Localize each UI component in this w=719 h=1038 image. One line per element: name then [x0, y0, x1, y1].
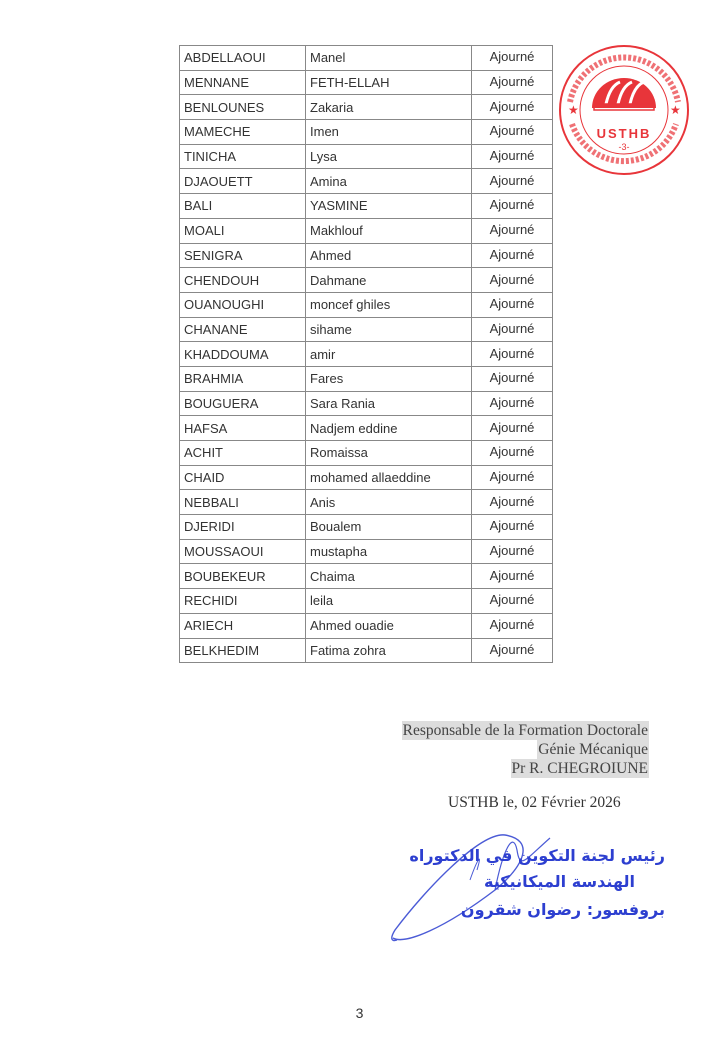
- decision-cell: Ajourné: [472, 169, 553, 194]
- decision-cell: Ajourné: [472, 589, 553, 614]
- svg-text:★: ★: [670, 103, 681, 117]
- first-name-cell: Anis: [306, 490, 472, 515]
- last-name-cell: CHENDOUH: [180, 268, 306, 293]
- first-name-cell: mohamed allaeddine: [306, 465, 472, 490]
- last-name-cell: RECHIDI: [180, 589, 306, 614]
- last-name-cell: MAMECHE: [180, 120, 306, 145]
- decision-cell: Ajourné: [472, 613, 553, 638]
- decision-cell: Ajourné: [472, 46, 553, 71]
- decision-cell: Ajourné: [472, 268, 553, 293]
- decision-cell: Ajourné: [472, 120, 553, 145]
- table-row: [180, 490, 553, 515]
- last-name-cell: SENIGRA: [180, 243, 306, 268]
- table-row: [180, 70, 553, 95]
- table-row: [180, 144, 553, 169]
- table-row: [180, 169, 553, 194]
- first-name-cell: Zakaria: [306, 95, 472, 120]
- decision-cell: Ajourné: [472, 490, 553, 515]
- table-row: [180, 342, 553, 367]
- last-name-cell: BRAHMIA: [180, 366, 306, 391]
- decision-cell: Ajourné: [472, 218, 553, 243]
- decision-cell: Ajourné: [472, 416, 553, 441]
- last-name-cell: BOUBEKEUR: [180, 564, 306, 589]
- last-name-cell: BALI: [180, 194, 306, 219]
- first-name-cell: Ahmed ouadie: [306, 613, 472, 638]
- decision-cell: Ajourné: [472, 638, 553, 663]
- table-row: [180, 539, 553, 564]
- university-stamp: [556, 42, 692, 178]
- first-name-cell: moncef ghiles: [306, 292, 472, 317]
- signatory-name: Pr R. CHEGROIUNE: [511, 760, 648, 777]
- svg-text:USTHB: USTHB: [596, 126, 652, 141]
- table-row: [180, 268, 553, 293]
- svg-text:-3-: -3-: [618, 142, 630, 152]
- document-date: USTHB le, 02 Février 2026: [448, 794, 621, 811]
- decision-cell: Ajourné: [472, 539, 553, 564]
- table-row: [180, 416, 553, 441]
- table-row: [180, 317, 553, 342]
- first-name-cell: Makhlouf: [306, 218, 472, 243]
- last-name-cell: BELKHEDIM: [180, 638, 306, 663]
- decision-cell: Ajourné: [472, 441, 553, 466]
- last-name-cell: ACHIT: [180, 441, 306, 466]
- last-name-cell: NEBBALI: [180, 490, 306, 515]
- table-row: [180, 465, 553, 490]
- first-name-cell: Manel: [306, 46, 472, 71]
- last-name-cell: DJAOUETT: [180, 169, 306, 194]
- first-name-cell: Chaima: [306, 564, 472, 589]
- last-name-cell: ARIECH: [180, 613, 306, 638]
- table-row: [180, 441, 553, 466]
- first-name-cell: Amina: [306, 169, 472, 194]
- last-name-cell: DJERIDI: [180, 515, 306, 540]
- last-name-cell: ABDELLAOUI: [180, 46, 306, 71]
- decision-cell: Ajourné: [472, 317, 553, 342]
- first-name-cell: Sara Rania: [306, 391, 472, 416]
- last-name-cell: CHAID: [180, 465, 306, 490]
- last-name-cell: TINICHA: [180, 144, 306, 169]
- signatory-title: Responsable de la Formation Doctorale: [402, 722, 648, 739]
- decision-cell: Ajourné: [472, 342, 553, 367]
- first-name-cell: leila: [306, 589, 472, 614]
- table-row: [180, 613, 553, 638]
- arabic-title: رئيس لجنة التكوين في الدكتوراه: [409, 846, 665, 865]
- results-table: [179, 45, 553, 663]
- signatory-department: Génie Mécanique: [538, 741, 648, 758]
- first-name-cell: FETH-ELLAH: [306, 70, 472, 95]
- last-name-cell: MOUSSAOUI: [180, 539, 306, 564]
- decision-cell: Ajourné: [472, 243, 553, 268]
- first-name-cell: Fares: [306, 366, 472, 391]
- last-name-cell: KHADDOUMA: [180, 342, 306, 367]
- last-name-cell: MOALI: [180, 218, 306, 243]
- table-row: [180, 243, 553, 268]
- decision-cell: Ajourné: [472, 515, 553, 540]
- signature-stamp: [385, 820, 685, 950]
- decision-cell: Ajourné: [472, 564, 553, 589]
- decision-cell: Ajourné: [472, 70, 553, 95]
- last-name-cell: BOUGUERA: [180, 391, 306, 416]
- first-name-cell: mustapha: [306, 539, 472, 564]
- page-number: 3: [355, 1005, 364, 1021]
- last-name-cell: OUANOUGHI: [180, 292, 306, 317]
- table-row: [180, 46, 553, 71]
- first-name-cell: Dahmane: [306, 268, 472, 293]
- first-name-cell: Fatima zohra: [306, 638, 472, 663]
- arabic-department: الهندسة الميكانيكية: [484, 872, 635, 891]
- table-row: [180, 95, 553, 120]
- last-name-cell: MENNANE: [180, 70, 306, 95]
- signatory-block: [402, 721, 649, 778]
- decision-cell: Ajourné: [472, 194, 553, 219]
- table-row: [180, 589, 553, 614]
- first-name-cell: Romaissa: [306, 441, 472, 466]
- decision-cell: Ajourné: [472, 366, 553, 391]
- first-name-cell: Nadjem eddine: [306, 416, 472, 441]
- first-name-cell: Imen: [306, 120, 472, 145]
- table-row: [180, 638, 553, 663]
- first-name-cell: Lysa: [306, 144, 472, 169]
- first-name-cell: YASMINE: [306, 194, 472, 219]
- table-row: [180, 194, 553, 219]
- table-row: [180, 292, 553, 317]
- decision-cell: Ajourné: [472, 292, 553, 317]
- arabic-name: بروفسور: رضوان شقرون: [460, 900, 665, 919]
- last-name-cell: BENLOUNES: [180, 95, 306, 120]
- last-name-cell: HAFSA: [180, 416, 306, 441]
- decision-cell: Ajourné: [472, 95, 553, 120]
- decision-cell: Ajourné: [472, 465, 553, 490]
- first-name-cell: amir: [306, 342, 472, 367]
- svg-text:★: ★: [568, 103, 579, 117]
- table-row: [180, 515, 553, 540]
- first-name-cell: Boualem: [306, 515, 472, 540]
- table-row: [180, 218, 553, 243]
- decision-cell: Ajourné: [472, 391, 553, 416]
- table-row: [180, 120, 553, 145]
- last-name-cell: CHANANE: [180, 317, 306, 342]
- table-row: [180, 366, 553, 391]
- table-row: [180, 564, 553, 589]
- first-name-cell: Ahmed: [306, 243, 472, 268]
- first-name-cell: sihame: [306, 317, 472, 342]
- decision-cell: Ajourné: [472, 144, 553, 169]
- table-row: [180, 391, 553, 416]
